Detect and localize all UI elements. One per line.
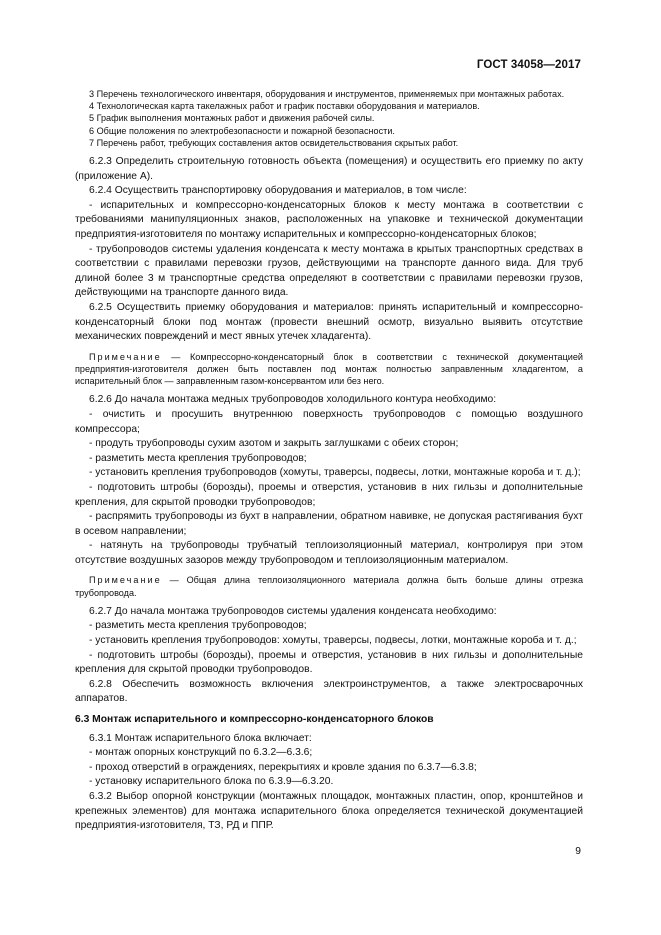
paragraph-6-2-6: 6.2.6 До начала монтажа медных трубопроводов холодильного контура необходимо:	[89, 394, 497, 406]
note-text: — Общая длина теплоизоляционного материала должна быть больше длины отрезка трубопровода.	[75, 575, 584, 598]
paragraph-6-2-4: 6.2.4 Осуществить транспортировку оборудования и материалов, в том числе:	[89, 185, 467, 197]
list-item: - трубопроводов системы удаления конденсата к месту монтажа в крытых транспортных средствах в соответствии с правилами перевозки грузов, действующими на транспорте данного вида. Для труб длиной более 3 м транспортные средства определяют в соответствии с правилами перевозки грузов, действующими на транспорте данного вида.	[75, 243, 583, 299]
paragraph-6-2-5: 6.2.5 Осуществить приемку оборудования и материалов: принять испарительный и компрессорно-конденсаторный блоки под монтаж (провести внешний осмотр, визуально выявить отсутствие механических повреждений и мест явных утечек хладагента).	[75, 301, 583, 343]
note-1	[75, 351, 583, 388]
list-item: - распрямить трубопроводы из бухт в направлении, обратном навивке, не допуская растягивания бухт в осевом направлении;	[75, 511, 583, 537]
list-item: - установку испарительного блока по 6.3.9—6.3.20.	[89, 776, 334, 788]
list-item: - натянуть на трубопроводы трубчатый теплоизоляционный материал, контролируя при этом отсутствие воздушных зазоров между трубопроводом и теплоизоляционным материалом.	[75, 540, 583, 566]
list-item: - установить крепления трубопроводов (хомуты, траверсы, подвесы, лотки, монтажные короба и т. д.);	[89, 467, 581, 479]
note-2	[75, 574, 583, 598]
section-title-6-3: 6.3 Монтаж испарительного и компрессорно-конденсаторного блоков	[75, 714, 434, 726]
numbered-list	[75, 88, 583, 149]
list-item: - установить крепления трубопроводов: хомуты, траверсы, подвесы, лотки, монтажные короба и т. д.;	[89, 635, 577, 647]
page-number: 9	[575, 846, 581, 857]
list-item: - продуть трубопроводы сухим азотом и закрыть заглушками с обеих сторон;	[89, 438, 459, 450]
list-item: - монтаж опорных конструкций по 6.3.2—6.3.6;	[89, 747, 313, 759]
note-label: Примечание	[89, 575, 162, 586]
list-item: - очистить и просушить внутреннюю поверхность трубопроводов с помощью воздушного компрессора;	[75, 408, 583, 435]
list-item: 6 Общие положения по электробезопасности и пожарной безопасности.	[89, 125, 395, 136]
list-item: 4 Технологическая карта такелажных работ и график поставки оборудования и материалов.	[89, 101, 480, 112]
paragraph-6-2-8: 6.2.8 Обеспечить возможность включения электроинструментов, а также электросварочных аппаратов.	[75, 678, 583, 705]
list-item: - разметить места крепления трубопроводов;	[89, 452, 307, 464]
list-item: 7 Перечень работ, требующих составления актов освидетельствования скрытых работ.	[89, 137, 459, 148]
list-item: - проход отверстий в ограждениях, перекрытиях и кровле здания по 6.3.7—6.3.8;	[89, 761, 477, 773]
note-label: Примечание	[89, 351, 162, 362]
list-item: - испарительных и компрессорно-конденсаторных блоков к месту монтажа в соответствии с требованиями манипуляционных знаков, расположенных на упаковке и технической документации предприятия-изготовителя по монтажу испарительных и компрессорно-конденсаторных блоков;	[75, 199, 583, 240]
list-item: - разметить места крепления трубопроводов;	[89, 620, 307, 632]
paragraph-6-2-3: 6.2.3 Определить строительную готовность объекта (помещения) и осуществить его приемку по акту (приложение А).	[75, 156, 583, 182]
note-text: — Компрессорно-конденсаторный блок в соответствии с технической документацией предприятия-изготовителя должен быть поставлен под монтаж полностью заправленным хладагентом, а испарительный блок — заправленным газом-консервантом или без него.	[75, 351, 584, 387]
document-code-header: ГОСТ 34058—2017	[476, 59, 581, 71]
list-item: 3 Перечень технологического инвентаря, оборудования и инструментов, применяемых при монтажных работах.	[89, 89, 565, 99]
list-item: - подготовить штробы (борозды), проемы и отверстия, установив в них гильзы и дополнительные крепления, для скрытой проводки трубопроводов;	[75, 481, 583, 508]
paragraph-6-3-1: 6.3.1 Монтаж испарительного блока включает:	[89, 732, 312, 744]
paragraph-6-2-7: 6.2.7 До начала монтажа трубопроводов системы удаления конденсата необходимо:	[89, 605, 497, 617]
paragraph-6-3-2: 6.3.2 Выбор опорной конструкции (монтажных площадок, монтажных пластин, опор, кронштейнов и крепежных элементов) для монтажа испарительного блока определяется технической документацией предприятия-изготовителя, ТЗ, РД и ППР.	[75, 791, 583, 832]
list-item: 5 График выполнения монтажных работ и движения рабочей силы.	[89, 113, 375, 124]
list-item: - подготовить штробы (борозды), проемы и отверстия, установив в них гильзы и дополнительные крепления для скрытой проводки трубопроводов.	[75, 649, 583, 676]
page-content	[75, 88, 583, 834]
